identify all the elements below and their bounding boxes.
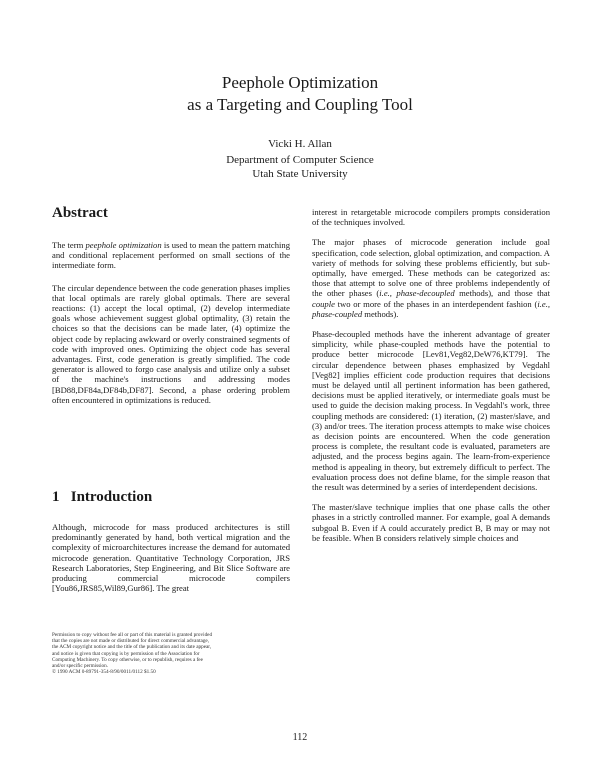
footnote-line: the ACM copyright notice and the title of the publication and its date appear, <box>52 644 212 651</box>
abstract-paragraph-1: The term peephole optimization is used to mean the pattern matching and conditional replacement performed on small sections of the intermediate form. <box>52 240 291 271</box>
footnote-line: and notice is given that copying is by permission of the Association for <box>52 650 200 657</box>
right-paragraph-1: The major phases of microcode generation include goal specification, code selection, global optimization, and compaction. A variety of methods for solving these problems efficiently, but sub-optimally, have emerged. These methods can be categorized as: those that attempt to solve one of three problems independently of the other phases (i.e., phase-decoupled methods), and those that couple two or more of the phases in an interdependent fashion (i.e., phase-coupled methods). <box>312 237 550 319</box>
footnote-line: and/or specific permission. <box>52 663 109 670</box>
page-number: 112 <box>292 732 308 743</box>
section-title: Introduction <box>70 489 153 505</box>
introduction-section <box>52 488 290 593</box>
title-line-1: Peephole Optimization <box>221 73 379 92</box>
department: Department of Computer Science <box>226 154 374 166</box>
right-paragraph-3: The master/slave technique implies that one phase calls the other phases in a strictly controlled manner. For example, goal A demands subgoal B. Even if A could accurately predict B, B may or may not be feasible. When B considers relatively simple choices and <box>312 502 550 543</box>
footnote-line: that the copies are not made or distributed for direct commercial advantage, <box>52 638 210 645</box>
author-affiliation <box>0 153 600 181</box>
title-line-2: as a Targeting and Coupling Tool <box>187 95 413 114</box>
right-column <box>312 207 550 543</box>
right-paragraph-2: Phase-decoupled methods have the inherent advantage of greater simplicity, while phase-coupled methods have the potential to produce better microcode [Lev81,Veg82,DeW76,KT79]. The circular dependence between phases emphasized by Vegdahl [Veg82] implies efficient code production requires that decisions must be delayed until all pertinent information has been gathered, decisions must be applied iteratively, or intermediate goals must be used to guide the decision making process. In Vegdahl's work, three coupling methods are considered: (1) iteration, (2) master/slave, and (3) and/or trees. The iteration process attempts to make wise choices as decision points are encountered. When the code generation process is complete, the resultant code is evaluated, parameters are adjusted, and the process begins again. The learn-from-experience method is appealing in theory, but extremely difficult to perfect. The evaluation process does not define blame, for the simple reason that the result was determined by a series of interdependent decisions. <box>312 329 550 493</box>
left-column <box>52 204 290 405</box>
paper-title <box>0 72 600 116</box>
footnote-line: © 1990 ACM 0-89791-354-8/90/0011/0112 $1.50 <box>52 669 156 676</box>
section-number: 1 <box>52 489 60 505</box>
university: Utah State University <box>252 168 348 180</box>
abstract-heading: Abstract <box>52 205 108 221</box>
footnote-line: Permission to copy without fee all or part of this material is granted provided <box>52 632 213 638</box>
introduction-heading <box>52 488 290 506</box>
copyright-footnote <box>52 632 290 675</box>
footnote-line: Computing Machinery. To copy otherwise, or to republish, requires a fee <box>52 656 203 663</box>
abstract-paragraph-2: The circular dependence between the code generation phases implies that local optimals are rarely global optimals. There are several reactions: (1) accept the local optimal, (2) develop intermediate goals whose achievement suggest global optimality, (3) retain the choices so that the decisions can be made later, (4) optimize the object code by replacing awkward or overly constrained segments of code with improved ones. Optimizing the object code has several advantages. First, code generation is greatly simplified. The code generator is allowed to forgo case analysis and utilize only a subset of the machine's instructions and addressing modes [BD88,DF84a,DF84b,DF87]. Second, a phase ordering problem often encountered in optimizations is reduced. <box>52 282 290 405</box>
author-name: Vicki H. Allan <box>268 138 332 150</box>
right-paragraph-0: interest in retargetable microcode compilers prompts consideration of the techniques involved. <box>312 207 550 228</box>
introduction-paragraph-1: Although, microcode for mass produced architectures is still predominantly generated by hand, both vertical migration and the complexity of microarchitectures increase the demand for automated microcode generation. Quantitative Technology Corporation, JRS Research Laboratories, Step Engineering, and Bit Slice Software are producing commercial microcode compilers [You86,JRS85,Wil89,Gur86]. The great <box>52 522 290 594</box>
